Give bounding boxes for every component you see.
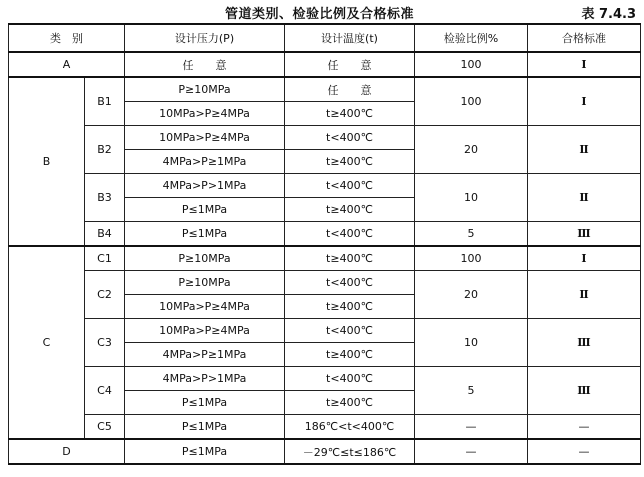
- pressure-cell: P≥10MPa: [125, 77, 285, 102]
- temperature-cell: t<400℃: [285, 126, 415, 150]
- standard-cell: [528, 222, 641, 247]
- pressure-cell: 10MPa>P≥4MPa: [125, 295, 285, 319]
- subcategory-cell: B4: [85, 222, 125, 247]
- standard-cell: [528, 77, 641, 126]
- table-row: [9, 174, 641, 198]
- pressure-cell: 10MPa>P≥4MPa: [125, 319, 285, 343]
- pressure-cell: 10MPa>P≥4MPa: [125, 102, 285, 126]
- standard-cell: [528, 367, 641, 415]
- subcategory-cell: C4: [85, 367, 125, 415]
- temperature-cell: t<400℃: [285, 222, 415, 247]
- pressure-cell: P≤1MPa: [125, 415, 285, 440]
- subcategory-cell: B2: [85, 126, 125, 174]
- grade-mark: Ⅱ: [579, 288, 589, 301]
- standard-cell: [528, 174, 641, 222]
- subcategory-cell: C1: [85, 246, 125, 271]
- temperature-cell: t≥400℃: [285, 198, 415, 222]
- temperature-cell: t≥400℃: [285, 246, 415, 271]
- standard-cell: —: [528, 415, 641, 440]
- header-temperature: 设计温度(t): [285, 24, 415, 52]
- subcategory-cell: C3: [85, 319, 125, 367]
- category-cell: B: [9, 77, 85, 246]
- grade-mark: Ⅲ: [577, 336, 591, 349]
- grade-mark: Ⅲ: [577, 227, 591, 240]
- subcategory-cell: B1: [85, 77, 125, 126]
- table-caption: [0, 2, 644, 22]
- header-category: 类 别: [9, 24, 125, 52]
- temperature-cell: t≥400℃: [285, 150, 415, 174]
- temperature-cell: t≥400℃: [285, 295, 415, 319]
- table-row: [9, 439, 641, 464]
- table-row: [9, 319, 641, 343]
- header-pressure: 设计压力(P): [125, 24, 285, 52]
- ratio-cell: 100: [415, 52, 528, 77]
- grade-mark: Ⅲ: [577, 384, 591, 397]
- pressure-cell: 4MPa>P≥1MPa: [125, 150, 285, 174]
- grade-mark: Ⅰ: [581, 58, 587, 71]
- temperature-cell: t<400℃: [285, 174, 415, 198]
- table-row: [9, 126, 641, 150]
- standard-cell: [528, 126, 641, 174]
- table-number: 表 7.4.3: [581, 7, 636, 22]
- table-title: 管道类别、检验比例及合格标准: [225, 7, 415, 22]
- category-cell: A: [9, 52, 125, 77]
- temperature-cell: t≥400℃: [285, 102, 415, 126]
- subcategory-cell: B3: [85, 174, 125, 222]
- ratio-cell: 5: [415, 222, 528, 247]
- grade-mark: Ⅱ: [579, 143, 589, 156]
- standard-cell: —: [528, 439, 641, 464]
- standard-cell: [528, 271, 641, 319]
- temperature-cell: t≥400℃: [285, 343, 415, 367]
- pressure-cell: 10MPa>P≥4MPa: [125, 126, 285, 150]
- temperature-cell: t<400℃: [285, 367, 415, 391]
- pressure-cell: P≤1MPa: [125, 198, 285, 222]
- temperature-cell: －29℃≤t≤186℃: [285, 439, 415, 464]
- pressure-cell: P≤1MPa: [125, 391, 285, 415]
- pressure-cell: 任 意: [125, 52, 285, 77]
- grade-mark: Ⅱ: [579, 191, 589, 204]
- pressure-cell: 4MPa>P>1MPa: [125, 174, 285, 198]
- standard-cell: [528, 319, 641, 367]
- ratio-cell: —: [415, 415, 528, 440]
- inspection-table: [8, 23, 641, 465]
- pressure-cell: 4MPa>P>1MPa: [125, 367, 285, 391]
- table-row: [9, 271, 641, 295]
- temperature-cell: 任 意: [285, 52, 415, 77]
- pressure-cell: 4MPa>P≥1MPa: [125, 343, 285, 367]
- standard-cell: [528, 52, 641, 77]
- ratio-cell: —: [415, 439, 528, 464]
- ratio-cell: 100: [415, 246, 528, 271]
- table-row: [9, 367, 641, 391]
- pressure-cell: P≥10MPa: [125, 271, 285, 295]
- header-standard: 合格标准: [528, 24, 641, 52]
- pressure-cell: P≤1MPa: [125, 222, 285, 247]
- category-cell: C: [9, 246, 85, 439]
- header-row: [9, 24, 641, 52]
- standard-cell: [528, 246, 641, 271]
- grade-mark: Ⅰ: [581, 95, 587, 108]
- table-row: [9, 222, 641, 247]
- pressure-cell: P≥10MPa: [125, 246, 285, 271]
- table-row: [9, 52, 641, 77]
- category-cell: D: [9, 439, 125, 464]
- pressure-cell: P≤1MPa: [125, 439, 285, 464]
- header-ratio: 检验比例%: [415, 24, 528, 52]
- subcategory-cell: C5: [85, 415, 125, 440]
- table-row: [9, 415, 641, 440]
- temperature-cell: 186℃<t<400℃: [285, 415, 415, 440]
- temperature-cell: t≥400℃: [285, 391, 415, 415]
- subcategory-cell: C2: [85, 271, 125, 319]
- temperature-cell: 任 意: [285, 77, 415, 102]
- temperature-cell: t<400℃: [285, 271, 415, 295]
- ratio-cell: 10: [415, 319, 528, 367]
- table-row: [9, 77, 641, 102]
- ratio-cell: 20: [415, 126, 528, 174]
- ratio-cell: 20: [415, 271, 528, 319]
- ratio-cell: 5: [415, 367, 528, 415]
- ratio-cell: 100: [415, 77, 528, 126]
- ratio-cell: 10: [415, 174, 528, 222]
- table-row: [9, 246, 641, 271]
- grade-mark: Ⅰ: [581, 252, 587, 265]
- temperature-cell: t<400℃: [285, 319, 415, 343]
